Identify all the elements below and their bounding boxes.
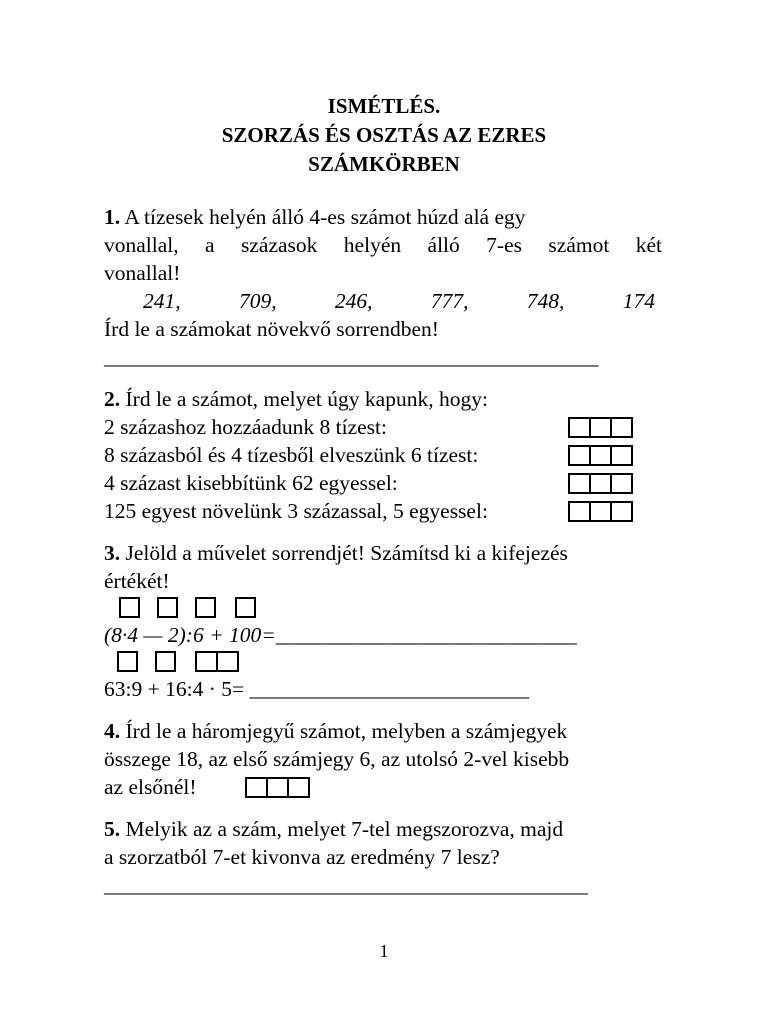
digit-box[interactable] (287, 777, 310, 798)
task1-text-3: vonallal! (104, 261, 181, 285)
task2-number: 2. (104, 387, 121, 411)
order-box[interactable] (216, 651, 239, 672)
digit-box[interactable] (589, 417, 612, 438)
task4-text-1: Írd le a háromjegyű számot, melyben a számjegyek (120, 719, 568, 743)
order-box[interactable] (235, 597, 256, 618)
task1-number: 1. (104, 205, 121, 229)
page-number: 1 (379, 941, 389, 961)
page-title-line-3: SZÁMKÖRBEN (308, 152, 460, 176)
task5-text-1: Melyik az a szám, melyet 7-tel megszorozva, majd (120, 817, 564, 841)
order-box[interactable] (195, 597, 216, 618)
task1-text-2: vonallal, a százasok helyén álló 7-es számot két (104, 233, 662, 257)
task1-number-list (143, 289, 655, 314)
task2-row: 8 százasból és 4 tízesből elveszünk 6 tízest: (104, 443, 479, 467)
task3-text-2: értékét! (104, 569, 170, 593)
task1-number-item: 174 (622, 289, 655, 313)
task1-number-item: 709, (238, 289, 277, 313)
order-box[interactable] (195, 651, 218, 672)
task4-line1 (104, 719, 567, 744)
task3-expression-2 (104, 677, 529, 702)
task1-number-item: 246, (334, 289, 373, 313)
expression-1-text: (8·4 — 2):6 + 100= (104, 623, 276, 647)
task4-text-2: összege 18, az első számjegy 6, az utolsó 2-vel kisebb (104, 747, 570, 771)
task3-text-1: Jelöld a művelet sorrendjét! Számítsd ki a kifejezés (120, 541, 568, 565)
order-box-pair[interactable] (195, 651, 239, 672)
task4-answer-boxes[interactable] (245, 777, 310, 798)
task4-text-3: az elsőnél! (104, 775, 197, 799)
order-box[interactable] (119, 597, 140, 618)
task5-number: 5. (104, 817, 121, 841)
task1-line1 (104, 205, 662, 230)
task1-instruction: Írd le a számokat növekvő sorrendben! (104, 317, 439, 341)
task4-number: 4. (104, 719, 121, 743)
task2-row: 2 százashoz hozzáadunk 8 tízest: (104, 415, 387, 439)
task3-number: 3. (104, 541, 121, 565)
digit-box[interactable] (589, 473, 612, 494)
digit-box[interactable] (589, 445, 612, 466)
task2-answer-boxes[interactable] (568, 417, 633, 438)
digit-box[interactable] (610, 417, 633, 438)
task3-line1 (104, 541, 568, 566)
digit-box[interactable] (589, 501, 612, 522)
digit-box[interactable] (245, 777, 268, 798)
expression-2-answer-line[interactable]: __________________________ (249, 677, 529, 701)
order-box[interactable] (117, 651, 138, 672)
task2-intro-text: Írd le a számot, melyet úgy kapunk, hogy: (120, 387, 488, 411)
digit-box[interactable] (610, 473, 633, 494)
task2-answer-boxes[interactable] (568, 501, 633, 522)
task1-text-1: A tízesek helyén álló 4-es számot húzd alá egy (120, 205, 526, 229)
task2-intro (104, 387, 488, 412)
digit-box[interactable] (610, 445, 633, 466)
digit-box[interactable] (610, 501, 633, 522)
page-title-line-1: ISMÉTLÉS. (327, 94, 441, 118)
task5-line1 (104, 817, 563, 842)
task2-row: 125 egyest növelünk 3 százassal, 5 egyessel: (104, 499, 488, 523)
task5-text-2: a szorzatból 7-et kivonva az eredmény 7 lesz? (104, 845, 500, 869)
task1-number-item: 748, (526, 289, 565, 313)
task5-answer-line[interactable]: _____________________________________________ (104, 873, 588, 897)
task2-answer-boxes[interactable] (568, 473, 633, 494)
digit-box[interactable] (568, 417, 591, 438)
digit-box[interactable] (568, 445, 591, 466)
order-box[interactable] (155, 651, 176, 672)
digit-box[interactable] (266, 777, 289, 798)
task1-number-item: 777, (430, 289, 469, 313)
task3-expression-1 (104, 623, 577, 648)
task1-number-item: 241, (143, 289, 181, 313)
order-box[interactable] (157, 597, 178, 618)
task2-row: 4 százast kisebbítünk 62 egyessel: (104, 471, 398, 495)
page-title-line-2: SZORZÁS ÉS OSZTÁS AZ EZRES (221, 123, 547, 147)
task1-answer-line[interactable]: ______________________________________________ (104, 345, 599, 369)
digit-box[interactable] (568, 501, 591, 522)
expression-1-answer-line[interactable]: ____________________________ (275, 623, 577, 647)
expression-2-text: 63:9 + 16:4 · 5= (104, 677, 250, 701)
task2-answer-boxes[interactable] (568, 445, 633, 466)
digit-box[interactable] (568, 473, 591, 494)
